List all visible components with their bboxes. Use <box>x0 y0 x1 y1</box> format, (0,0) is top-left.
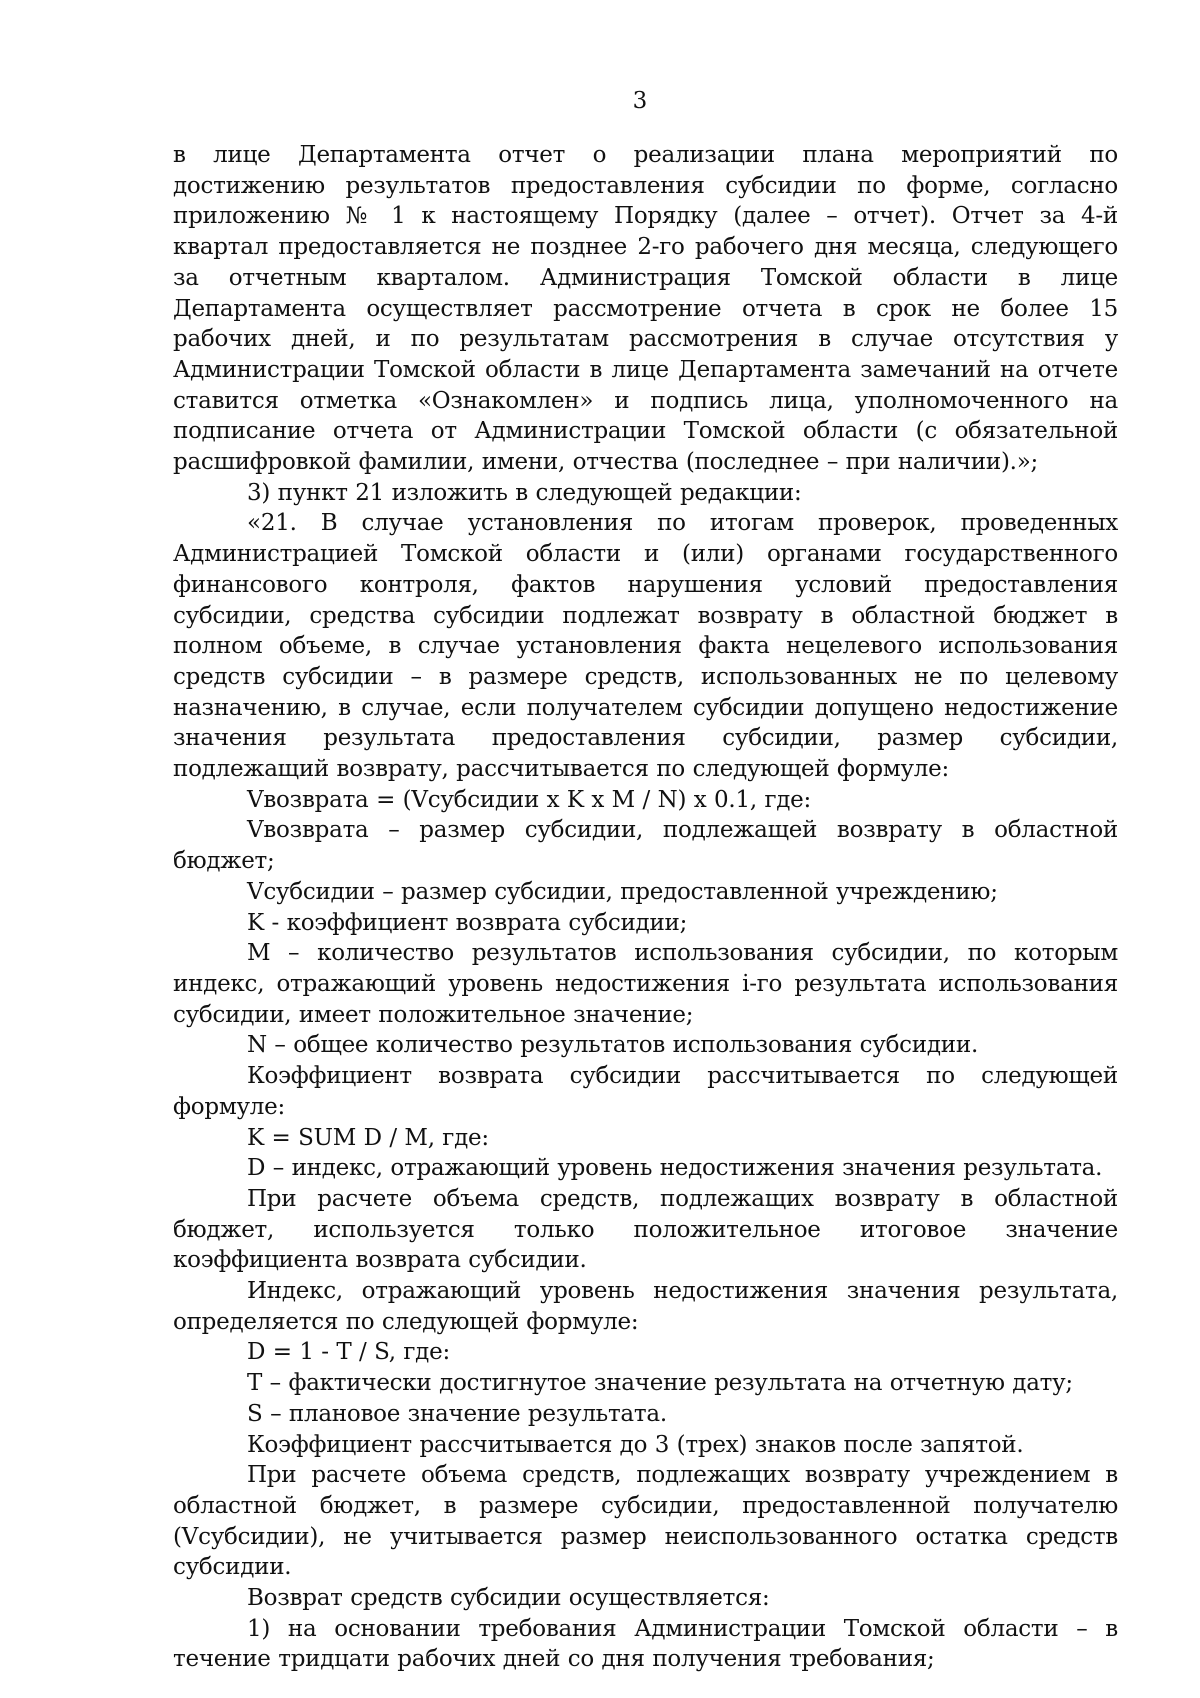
paragraph: Коэффициент рассчитывается до 3 (трех) знаков после запятой. <box>247 1431 1024 1458</box>
paragraph: Возврат средств субсидии осуществляется: <box>247 1585 770 1612</box>
paragraph: «21. В случае установления по итогам проверок, проведенных Администрацией Томской области и (или) органами государственного финансового контроля, фактов нарушения условий предоставления субсидии, средства субсидии подлежат возврату в областной бюджет в полном объеме, в случае установления факта нецелевого использования средств субсидии – в размере средств, использованных не по целевому назначению, в случае, если получателем субсидии допущено недостижение значения результата предоставления субсидии, размер субсидии, подлежащий возврату, рассчитывается по следующей формуле: <box>173 510 1118 783</box>
document-body <box>173 140 1118 1675</box>
paragraph: в лице Департамента отчет о реализации плана мероприятий по достижению результатов предоставления субсидии по форме, согласно приложению № 1 к настоящему Порядку (далее – отчет). Отчет за 4-й квартал предоставляется не позднее 2-го рабочего дня месяца, следующего за отчетным кварталом. Администрация Томской области в лице Департамента осуществляет рассмотрение отчета в срок не более 15 рабочих дней, и по результатам рассмотрения в случае отсутствия у Администрации Томской области в лице Департамента замечаний на отчете ставится отметка «Ознакомлен» и подпись лица, уполномоченного на подписание отчета от Администрации Томской области (с обязательной расшифровкой фамилии, имени, отчества (последнее – при наличии).»; <box>173 142 1118 476</box>
paragraph: При расчете объема средств, подлежащих возврату учреждением в областной бюджет, в размере субсидии, предоставленной получателю (Vсубсидии), не учитывается размер неиспользованного остатка средств субсидии. <box>173 1462 1118 1581</box>
formula-paragraph: Vвозврата = (Vсубсидии x K x M / N) x 0.1, где: <box>247 786 812 813</box>
formula-paragraph: D = 1 - T / S, где: <box>247 1339 450 1366</box>
paragraph: 3) пункт 21 изложить в следующей редакции: <box>247 479 802 506</box>
paragraph: D – индекс, отражающий уровень недостижения значения результата. <box>247 1155 1103 1182</box>
paragraph: Vсубсидии – размер субсидии, предоставленной учреждению; <box>247 878 998 905</box>
paragraph: Vвозврата – размер субсидии, подлежащей возврату в областной бюджет; <box>173 817 1118 875</box>
page-number: 3 <box>632 88 648 114</box>
paragraph: N – общее количество результатов использования субсидии. <box>247 1032 979 1059</box>
paragraph: Коэффициент возврата субсидии рассчитывается по следующей формуле: <box>173 1063 1118 1120</box>
paragraph: T – фактически достигнутое значение результата на отчетную дату; <box>247 1370 1073 1397</box>
paragraph: K - коэффициент возврата субсидии; <box>247 909 688 936</box>
paragraph: S – плановое значение результата. <box>247 1400 667 1427</box>
paragraph: При расчете объема средств, подлежащих возврату в областной бюджет, используется только положительное итоговое значение коэффициента возврата субсидии. <box>173 1185 1118 1274</box>
paragraph: 1) на основании требования Администрации Томской области – в течение тридцати рабочих дней со дня получения требования; <box>173 1615 1118 1673</box>
paragraph: M – количество результатов использования субсидии, по которым индекс, отражающий уровень недостижения i-го результата использования субсидии, имеет положительное значение; <box>173 940 1118 1028</box>
formula-paragraph: K = SUM D / M, где: <box>247 1124 489 1151</box>
paragraph: Индекс, отражающий уровень недостижения значения результата, определяется по следующей формуле: <box>173 1278 1118 1335</box>
